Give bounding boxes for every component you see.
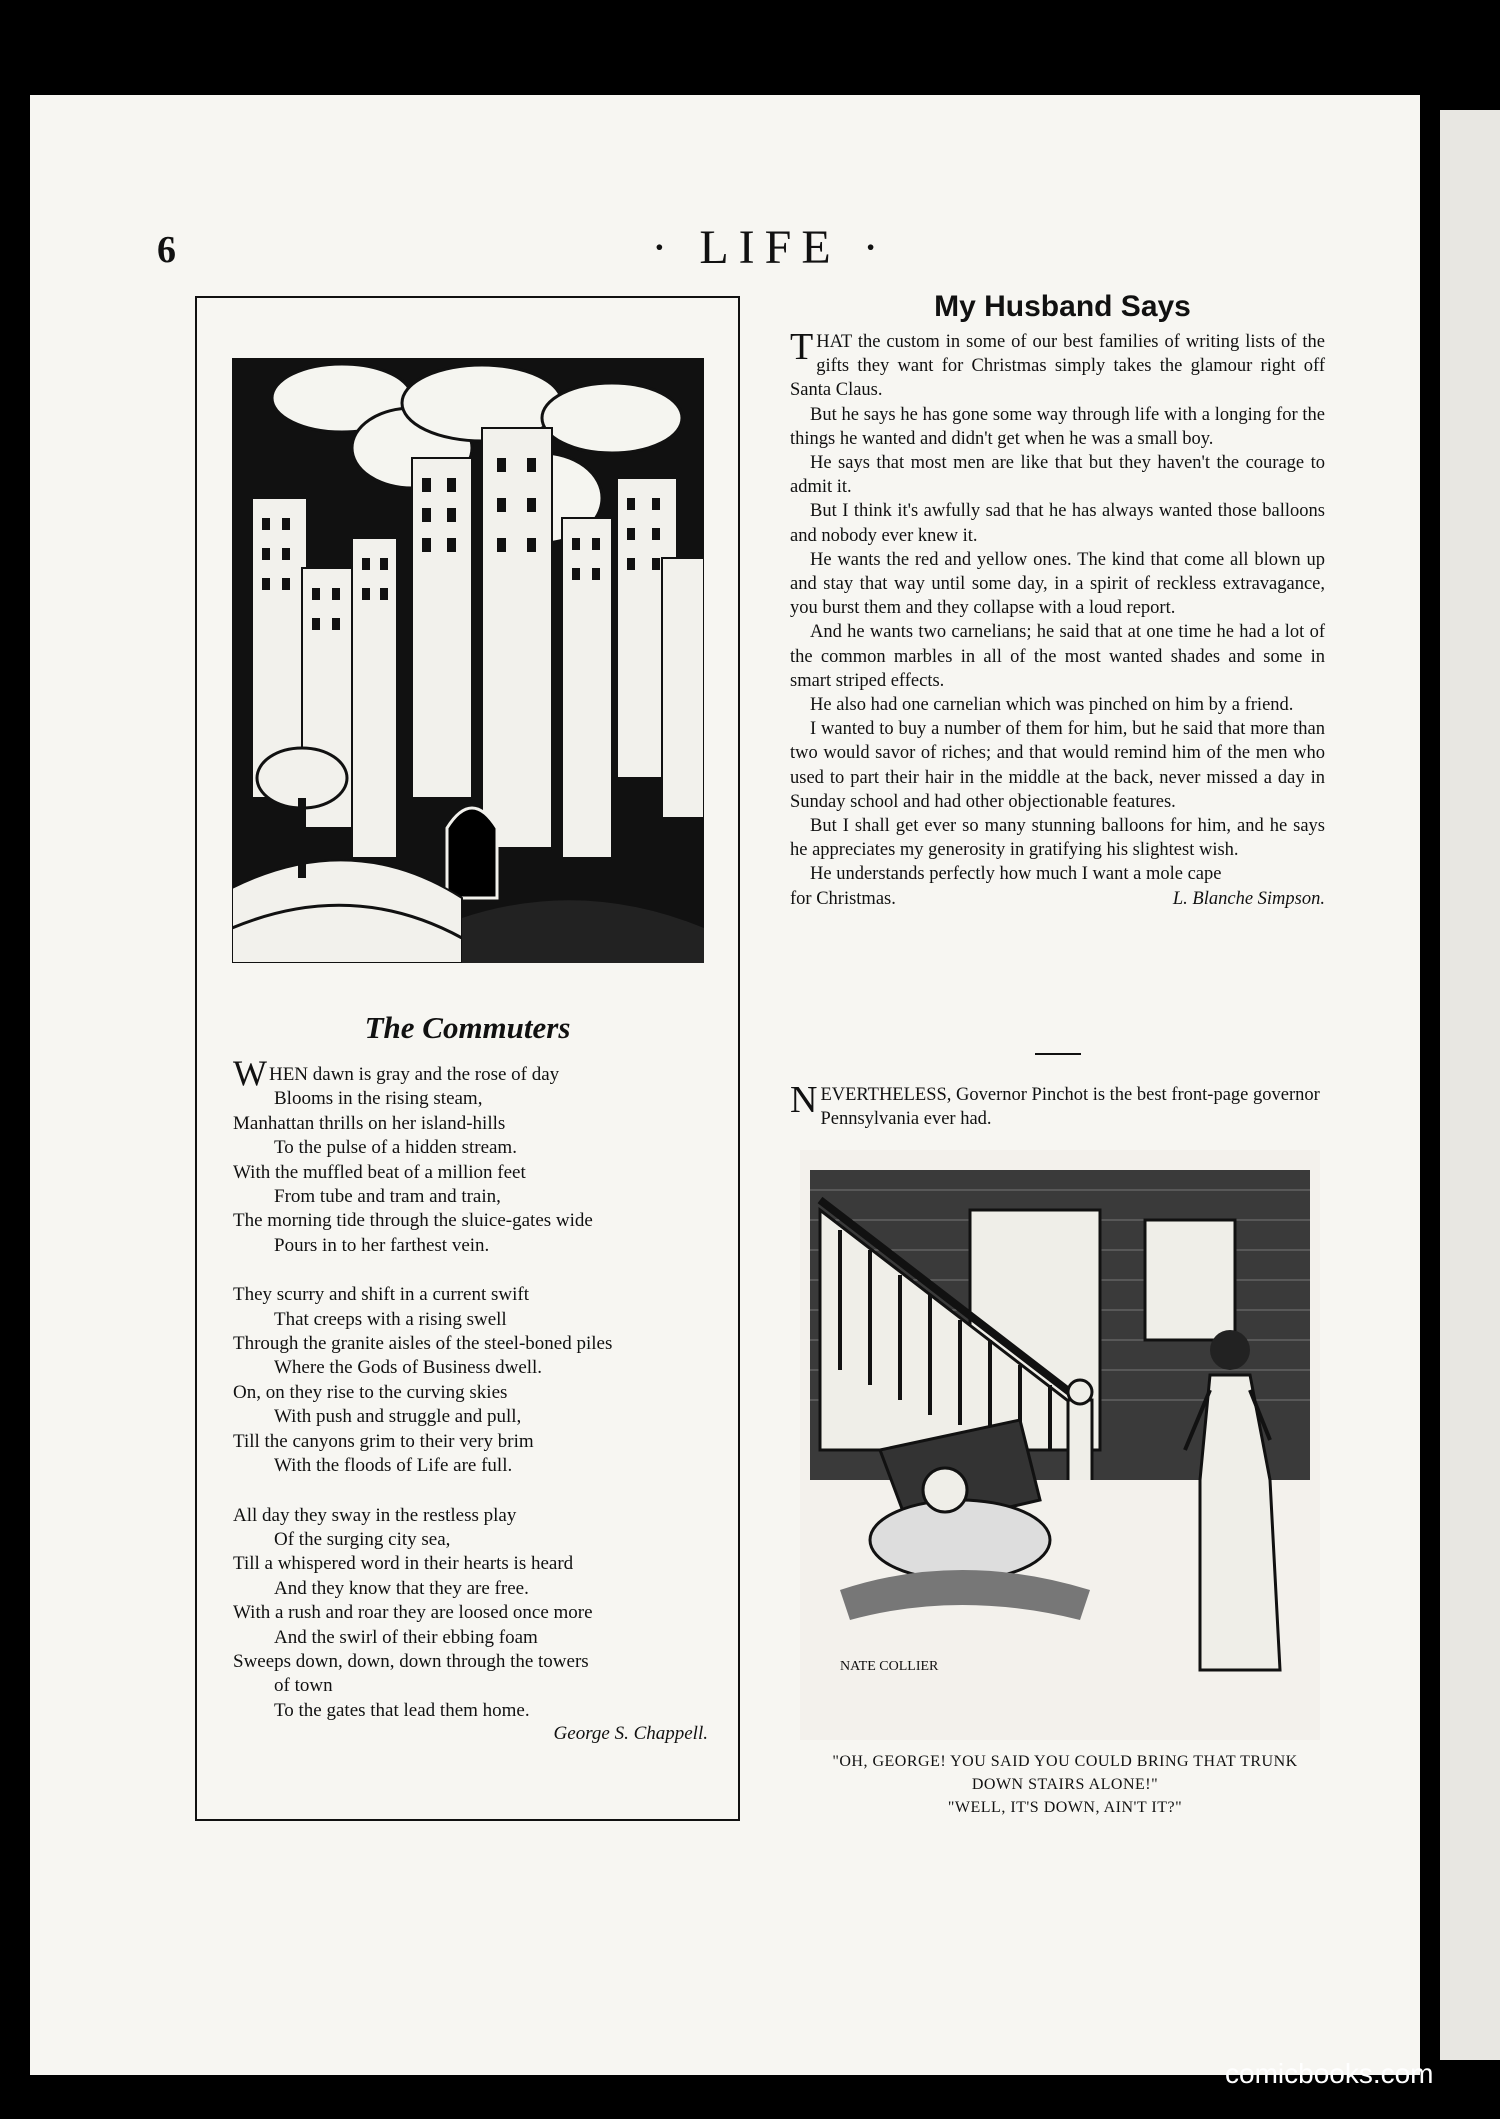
masthead: · LIFE · [651, 221, 889, 274]
poem-box [195, 296, 740, 1821]
article-last-line: for Christmas. [790, 888, 896, 909]
poem-line: On, on they rise to the curving skies [233, 1381, 508, 1403]
poem-line: Till the canyons grim to their very brim [233, 1430, 534, 1452]
city-skyline-illustration [232, 358, 704, 963]
poem-line: With push and struggle and pull, [274, 1406, 522, 1428]
article-paragraph: But I shall get ever so many stunning balloons for him, and he says he appreciates my generosity in gratifying his slightest wish. [790, 816, 1325, 861]
poem-line: The morning tide through the sluice-gates wide [233, 1210, 593, 1232]
section-divider [1035, 1053, 1081, 1055]
cartoon-caption [790, 1750, 1340, 1819]
poem-stanza [233, 1504, 705, 1724]
poem-line: Manhattan thrills on her island-hills [233, 1112, 506, 1134]
caption-line: "OH, GEORGE! YOU SAID YOU COULD BRING THAT TRUNK [832, 1753, 1298, 1770]
article-body [790, 326, 1325, 911]
poem-author: George S. Chappell. [553, 1723, 708, 1744]
article-paragraph: I wanted to buy a number of them for him, but he said that more than two would savor of riches; and that would remind him of the men who used to part their hair in the middle at the back, never missed a day in Sunday school and had other objectionable features. [790, 719, 1325, 812]
poem-line: With the floods of Life are full. [274, 1455, 513, 1477]
article-paragraph: And he wants two carnelians; he said that at one time he had a lot of the common marbles in all of the most wanted shades and some in smart striped effects. [790, 622, 1325, 691]
poem-title: The Commuters [364, 1010, 571, 1045]
article-paragraph: He also had one carnelian which was pinched on him by a friend. [810, 695, 1294, 716]
poem-line: Blooms in the rising steam, [274, 1088, 483, 1110]
poem-line: They scurry and shift in a current swift [233, 1284, 529, 1306]
article-signoff [790, 887, 1325, 911]
note-text: EVERTHELESS, Governor Pinchot is the best front-page governor Pennsylvania ever had. [820, 1085, 1320, 1130]
poem-line: All day they sway in the restless play [233, 1504, 517, 1526]
trunk-cartoon-illustration [800, 1150, 1320, 1740]
article-paragraph: He wants the red and yellow ones. The kind that come all blown up and stay that way until some day, in a spirit of reckless extravagance, you burst them and they collapse with a loud report. [790, 549, 1325, 619]
article-paragraph: He says that most men are like that but they haven't the courage to admit it. [790, 453, 1325, 498]
article-author: L. Blanche Simpson. [1172, 888, 1325, 909]
poem-dropcap: W [233, 1053, 267, 1093]
poem-line: of town [274, 1675, 333, 1697]
poem-line: To the pulse of a hidden stream. [274, 1137, 517, 1159]
pinchot-note [790, 1079, 1325, 1131]
page-number: 6 [157, 229, 176, 271]
poem-line: And the swirl of their ebbing foam [274, 1626, 538, 1648]
article-paragraph: But I think it's awfully sad that he has always wanted those balloons and nobody ever knew it. [790, 501, 1325, 546]
poem-line: That creeps with a rising swell [274, 1308, 507, 1330]
article-paragraph: He understands perfectly how much I want a mole cape [810, 864, 1222, 885]
adjacent-page-edge [1440, 110, 1500, 2060]
article-paragraph: But he says he has gone some way through life with a longing for the things he wanted and didn't get when he was a small boy. [790, 404, 1325, 449]
poem-line: With a rush and roar they are loosed once more [233, 1602, 593, 1624]
article-paragraph: THAT the custom in some of our best families of writing lists of the gifts they want for Christmas simply takes the glamour right off Santa Claus. [790, 326, 1325, 401]
poem-line: Sweeps down, down, down through the towers [233, 1650, 589, 1672]
poem-stanza [233, 1283, 705, 1478]
poem-line: Till a whispered word in their hearts is heard [233, 1553, 574, 1575]
cartoonist-signature: NATE COLLIER [840, 1659, 939, 1674]
poem-line: Through the granite aisles of the steel-boned piles [233, 1333, 613, 1355]
poem-line: Where the Gods of Business dwell. [274, 1357, 543, 1379]
article-title: My Husband Says [934, 290, 1191, 323]
caption-line: "WELL, IT'S DOWN, AIN'T IT?" [947, 1799, 1183, 1816]
poem-line: Pours in to her farthest vein. [274, 1234, 490, 1256]
poem-body [233, 1053, 705, 1748]
poem-line: With the muffled beat of a million feet [233, 1161, 526, 1183]
poem-line: Of the surging city sea, [274, 1528, 451, 1550]
poem-line: And they know that they are free. [274, 1577, 529, 1599]
watermark: comicbooks.com [1225, 2058, 1434, 2089]
poem-line: From tube and tram and train, [274, 1186, 501, 1208]
poem-stanza [233, 1053, 705, 1258]
note-dropcap: N [790, 1079, 818, 1121]
caption-line: DOWN STAIRS ALONE!" [971, 1776, 1159, 1793]
article-dropcap: T [790, 326, 814, 368]
poem-line: WHEN dawn is gray and the rose of day [233, 1053, 560, 1093]
poem-line: To the gates that lead them home. [274, 1699, 530, 1721]
